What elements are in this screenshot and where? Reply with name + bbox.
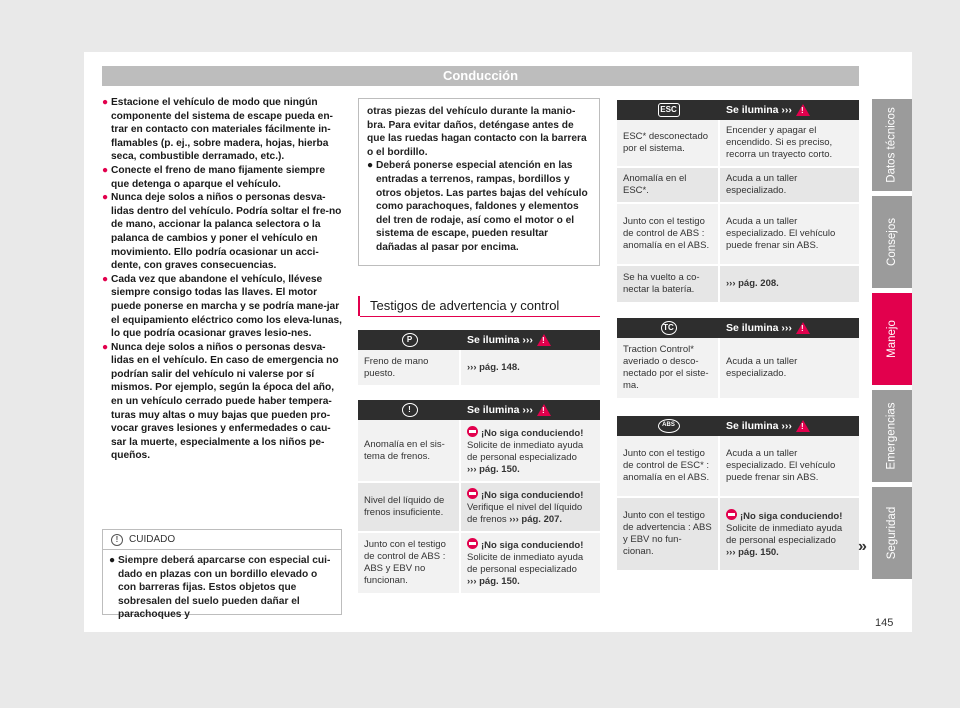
esc-table [617, 100, 859, 304]
stop-icon [467, 538, 478, 549]
stop-icon [726, 509, 737, 520]
caution-box [102, 529, 342, 620]
warning-triangle-icon [796, 420, 810, 432]
left-column [102, 96, 342, 463]
traction-control-icon: TC [661, 321, 677, 335]
esc-icon: ESC [658, 103, 680, 117]
table-header: ! Se ilumina ››› ! [358, 400, 600, 420]
list-item: ● Nunca deje solos a niños o personas desva-lidas en el vehículo. En caso de emergencia no podrían salir del vehículo ni valerse por sí mismos. Por ejemplo, según la época del año, en un vehículo cerrado puede haber tempera-turas muy altas o muy bajas que pueden pro-vocar graves lesiones y enfermedades o cau-sar la muerte, especialmente a los niños pe-queños. [102, 341, 339, 462]
brake-warning-icon: ! [402, 403, 418, 417]
chapter-header: Conducción [102, 66, 859, 86]
bullet-icon: ● [102, 273, 109, 285]
continued-text: otras piezas del vehículo durante la manio-bra. Para evitar daños, deténgase antes de que las ruedas hagan contacto con la barrera o el bordillo. [367, 106, 587, 158]
bullet-icon: ● [102, 164, 109, 176]
list-item: ● Estacione el vehículo de modo que ningún componente del sistema de escape pueda en-trar en contacto con materiales fácilmente in-flamables (p. ej., sobre madera, hojas, hierba seca, combustible derramado, etc.). [102, 97, 333, 163]
caution-body [103, 550, 341, 622]
table-row: Se ha vuelto a co-nectar la batería. ››› pág. 208. [617, 266, 859, 304]
table-header: ESC Se ilumina ››› ! [617, 100, 859, 120]
bullet-icon: ● [367, 160, 374, 172]
bullet-icon: ● [109, 555, 116, 566]
tab-datos-tecnicos[interactable]: Datos técnicos [872, 99, 912, 191]
section-title: Testigos de advertencia y control [358, 296, 600, 316]
table-row: ESC* desconectado por el sistema. Encender y apagar el encendido. Si es preciso, recorra un trayecto corto. [617, 120, 859, 168]
table-header: ABS Se ilumina ››› ! [617, 416, 859, 436]
list-item: ● Siempre deberá aparcarse con especial cui-dado en plazas con un bordillo elevado o con barreras fijas. Estos objetos que sobresalen del suelo pueden dañar el parachoques y [109, 555, 331, 620]
tab-manejo[interactable]: Manejo [872, 293, 912, 385]
table-row: Traction Control* averiado o desco-nectado por el siste-ma. Acuda a un taller especializado. [617, 338, 859, 400]
abs-icon: ABS [658, 419, 680, 433]
table-header: TC Se ilumina ››› ! [617, 318, 859, 338]
stop-icon [467, 488, 478, 499]
tab-seguridad[interactable]: Seguridad [872, 487, 912, 579]
caution-header [103, 530, 341, 550]
parking-brake-table [358, 330, 600, 387]
info-icon: ! [111, 534, 123, 546]
page-number: 145 [875, 617, 894, 629]
list-item: ● Conecte el freno de mano fijamente siempre que detenga o aparque el vehículo. [102, 164, 325, 190]
warning-triangle-icon [796, 104, 810, 116]
bullet-icon: ● [102, 97, 109, 108]
table-row: Anomalía en el sis-tema de frenos. ¡No siga conduciendo! Solicite de inmediato ayuda de personal especializado ››› pág. 150. [358, 420, 600, 483]
warning-triangle-icon [537, 404, 551, 416]
abs-table [617, 416, 859, 572]
table-row: Junto con el testigo de advertencia : ABS y EBV no fun-cionan. ¡No siga conduciendo! Solicite de inmediato ayuda de personal especializado ››› pág. 150. [617, 498, 859, 572]
table-header: P Se ilumina ››› ! [358, 330, 600, 350]
warning-triangle-icon [537, 334, 551, 346]
chapter-tabs [872, 99, 912, 584]
section-divider [360, 316, 600, 317]
table-row: Anomalía en el ESC*. Acuda a un taller especializado. [617, 168, 859, 204]
list-item: ● Cada vez que abandone el vehículo, llévese siempre consigo todas las llaves. El motor puede ponerse en marcha y se podría mane-jar el equipamiento eléctrico como los eleva-lunas, lo que podría ocasionar graves lesio-nes. [102, 273, 342, 340]
caution-title: CUIDADO [129, 534, 176, 545]
brake-system-table [358, 400, 600, 595]
stop-icon [467, 426, 478, 437]
traction-control-table [617, 318, 859, 400]
warning-triangle-icon [796, 322, 810, 334]
table-row: Freno de mano puesto. ››› pág. 148. [358, 350, 600, 387]
table-row: Junto con el testigo de control de ESC* : anomalía en el ABS. Acuda a un taller especializado. El vehículo puede frenar sin ABS. [617, 436, 859, 498]
bullet-icon: ● [102, 192, 109, 204]
parking-brake-icon: P [402, 333, 418, 347]
table-row: Nivel del líquido de frenos insuficiente. ¡No siga conduciendo! Verifique el nivel del líquido de frenos ››› pág. 207. [358, 483, 600, 533]
list-item: ● Nunca deje solos a niños o personas desva-lidas dentro del vehículo. Podría soltar el fre-no de mano, accionar la palanca selectora o la palanca de cambios y poner el vehículo en movimiento. Ello podría ocasionar un acci-dente, con graves consecuencias. [102, 192, 342, 272]
tab-emergencias[interactable]: Emergencias [872, 390, 912, 482]
table-row: Junto con el testigo de control de ABS : anomalía en el ABS. Acuda a un taller especializado. El vehículo puede frenar sin ABS. [617, 204, 859, 266]
list-item: ● Deberá ponerse especial atención en las entradas a terrenos, rampas, bordillos y otros objetos. Las partes bajas del vehículo como parachoques, faldones y elementos del tren de rodaje, así como el motor o el sistema de escape, pueden resultar dañadas al pasar por encima. [367, 160, 588, 253]
table-row: Junto con el testigo de control de ABS : ABS y EBV no funcionan. ¡No siga conduciendo! Solicite de inmediato ayuda de personal especializado ››› pág. 150. [358, 533, 600, 595]
tab-consejos[interactable]: Consejos [872, 196, 912, 288]
continue-mark: » [858, 538, 867, 555]
continued-warning-box [358, 98, 600, 266]
bullet-icon: ● [102, 341, 109, 353]
